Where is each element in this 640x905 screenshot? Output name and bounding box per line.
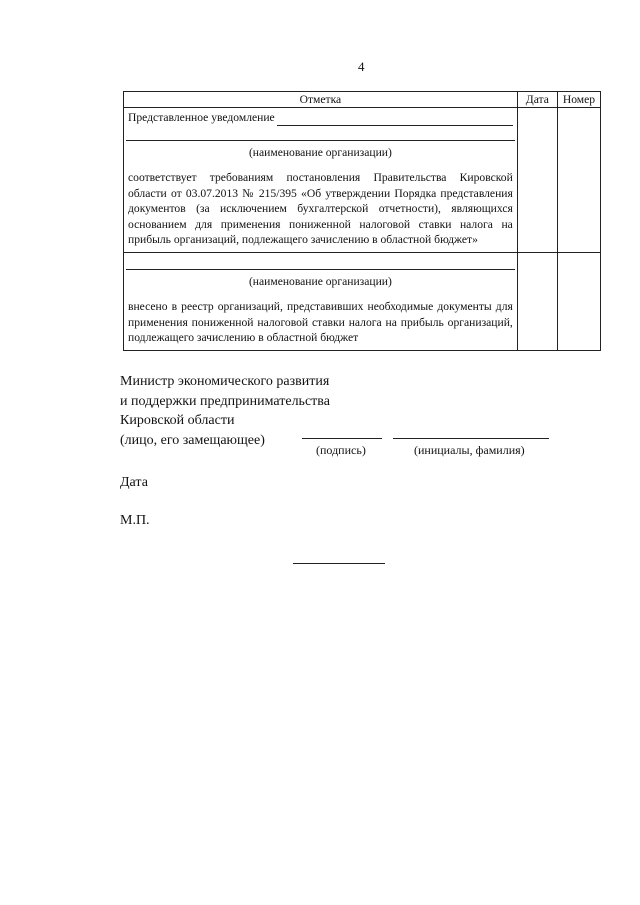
date-cell-1 — [517, 108, 557, 253]
initials-caption: (инициалы, фамилия) — [414, 443, 525, 457]
notification-intro: Представленное уведомление — [128, 111, 275, 124]
org-name-full-line — [126, 126, 515, 141]
org-name-caption-2: (наименование организации) — [248, 274, 392, 288]
org-name-full-line-2 — [126, 255, 515, 270]
signature-caption: (подпись) — [316, 443, 366, 457]
table-row — [124, 252, 601, 350]
compliance-text: соответствует требованиям постановления Правительства Кировской области от 03.07.2013 № 215/395 «Об утверждении Порядка представления документов (за исключением бухгалтерской отчетности), являющихся основанием для применения пониженной налоговой ставки налога на прибыль организаций, подлежащего зачислению в областной бюджет» — [128, 171, 513, 246]
closing-divider — [293, 563, 385, 564]
header-number: Номер — [557, 92, 600, 108]
table-row — [124, 108, 601, 253]
org-name-caption-1: (наименование организации) — [248, 145, 392, 159]
number-cell-2 — [557, 252, 600, 350]
table-header-row — [124, 92, 601, 108]
signatory-title-line-4: (лицо, его замещающее) — [120, 432, 265, 448]
mark-cell-1 — [124, 108, 518, 253]
notification-line — [128, 110, 513, 126]
date-label: Дата — [120, 475, 148, 490]
mark-cell-2 — [124, 252, 518, 350]
initials-line — [393, 438, 549, 439]
date-cell-2 — [517, 252, 557, 350]
signature-line — [302, 438, 382, 439]
number-cell-1 — [557, 108, 600, 253]
signatory-title-line-1: Министр экономического развития — [120, 374, 330, 389]
header-date: Дата — [517, 92, 557, 108]
org-name-fill-line — [277, 113, 513, 126]
signatory-title-line-2: и поддержки предпринимательства — [120, 393, 330, 409]
registration-marks-table — [123, 91, 601, 351]
page-number: 4 — [358, 59, 365, 74]
signatory-title-line-3: Кировской области — [120, 413, 235, 428]
seal-label: М.П. — [120, 513, 150, 528]
header-mark: Отметка — [124, 92, 518, 108]
registry-text: внесено в реестр организаций, представивших необходимые документы для применения пониженной налоговой ставки налога на прибыль организаций, подлежащего зачислению в областной бюджет — [128, 300, 513, 344]
signatory-block — [120, 372, 330, 450]
